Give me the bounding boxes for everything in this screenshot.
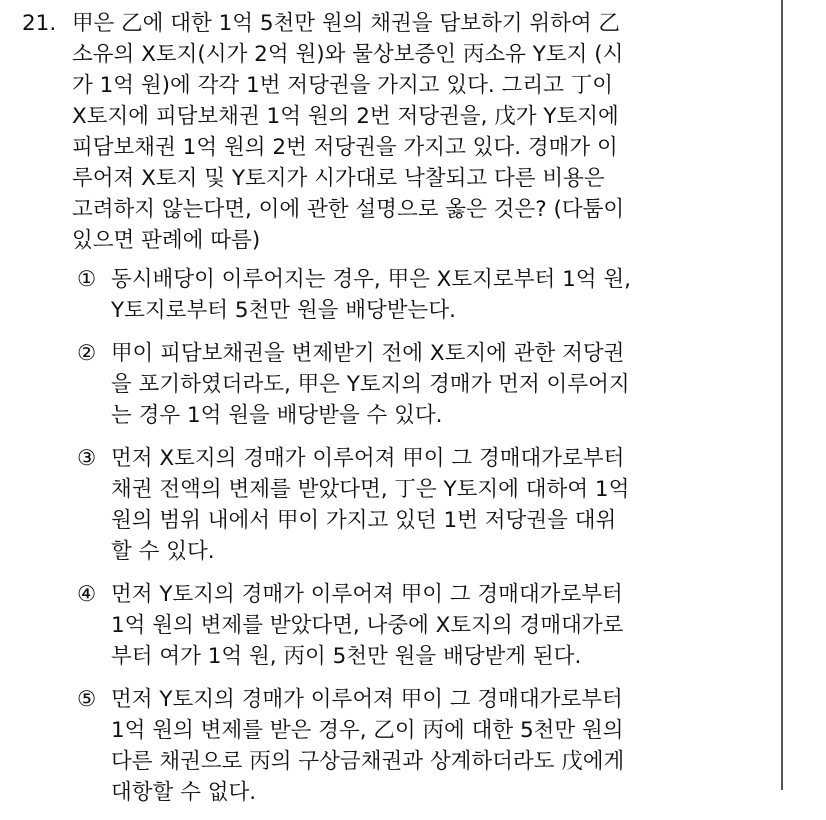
option-marker: ④ — [77, 582, 97, 607]
answer-options — [77, 264, 767, 820]
option-text-line: 1억 원의 변제를 받았다면, 나중에 X토지의 경매대가로 — [111, 613, 624, 638]
option-text-line: 채권 전액의 변제를 받았다면, 丁은 Y토지에 대하여 1억 — [111, 477, 630, 502]
option-text-line: 는 경우 1억 원을 배당받을 수 있다. — [111, 403, 443, 428]
option-text-line: 먼저 X토지의 경매가 이루어져 甲이 그 경매대가로부터 — [111, 446, 625, 471]
question-stem-line: 피담보채권 1억 원의 2번 저당권을 가지고 있다. 경매가 이 — [72, 135, 618, 160]
option-text-line: 동시배당이 이루어지는 경우, 甲은 X토지로부터 1억 원, — [111, 267, 631, 292]
question-number: 21. — [22, 11, 57, 36]
option-marker: ③ — [77, 446, 97, 471]
option-text-line: 甲이 피담보채권을 변제받기 전에 X토지에 관한 저당권 — [111, 341, 625, 366]
question-stem-line: X토지에 피담보채권 1억 원의 2번 저당권을, 戊가 Y토지에 — [72, 104, 619, 129]
column-divider-line — [781, 0, 783, 790]
question-stem-line: 가 1억 원)에 각각 1번 저당권을 가지고 있다. 그리고 丁이 — [72, 73, 613, 98]
question-stem-line: 고려하지 않는다면, 이에 관한 설명으로 옳은 것은? (다툼이 — [72, 197, 625, 222]
option-text-line: 할 수 있다. — [111, 539, 215, 564]
answer-option-5[interactable] — [77, 684, 767, 808]
answer-option-2[interactable] — [77, 338, 767, 431]
option-text-line: 대항할 수 없다. — [111, 780, 257, 805]
question-stem-line: 루어져 X토지 및 Y토지가 시가대로 낙찰되고 다른 비용은 — [72, 166, 605, 191]
answer-option-4[interactable] — [77, 579, 767, 672]
option-text-line: 먼저 Y토지의 경매가 이루어져 甲이 그 경매대가로부터 — [111, 687, 623, 712]
answer-option-1[interactable] — [77, 264, 767, 326]
question-stem-line: 소유의 X토지(시가 2억 원)와 물상보증인 丙소유 Y토지 (시 — [72, 42, 624, 67]
option-text-line: 부터 여가 1억 원, 丙이 5천만 원을 배당받게 된다. — [111, 644, 582, 669]
option-text-line: 먼저 Y토지의 경매가 이루어져 甲이 그 경매대가로부터 — [111, 582, 623, 607]
option-marker: ① — [77, 267, 97, 292]
option-text-line: Y토지로부터 5천만 원을 배당받는다. — [111, 298, 456, 323]
answer-option-3[interactable] — [77, 443, 767, 567]
option-marker: ⑤ — [77, 687, 97, 712]
question-21 — [22, 8, 772, 256]
option-text-line: 원의 범위 내에서 甲이 가지고 있던 1번 저당권을 대위 — [111, 508, 617, 533]
question-stem-line — [22, 8, 772, 39]
option-text-line: 을 포기하였더라도, 甲은 Y토지의 경매가 먼저 이루어지 — [111, 372, 630, 397]
question-stem-line: 있으면 판례에 따름) — [72, 228, 261, 253]
option-text-line: 다른 채권으로 丙의 구상금채권과 상계하더라도 戊에게 — [111, 749, 625, 774]
option-text-line: 1억 원의 변제를 받은 경우, 乙이 丙에 대한 5천만 원의 — [111, 718, 624, 743]
option-marker: ② — [77, 341, 97, 366]
question-stem-text: 甲은 乙에 대한 1억 5천만 원의 채권을 담보하기 위하여 乙 — [72, 11, 620, 36]
